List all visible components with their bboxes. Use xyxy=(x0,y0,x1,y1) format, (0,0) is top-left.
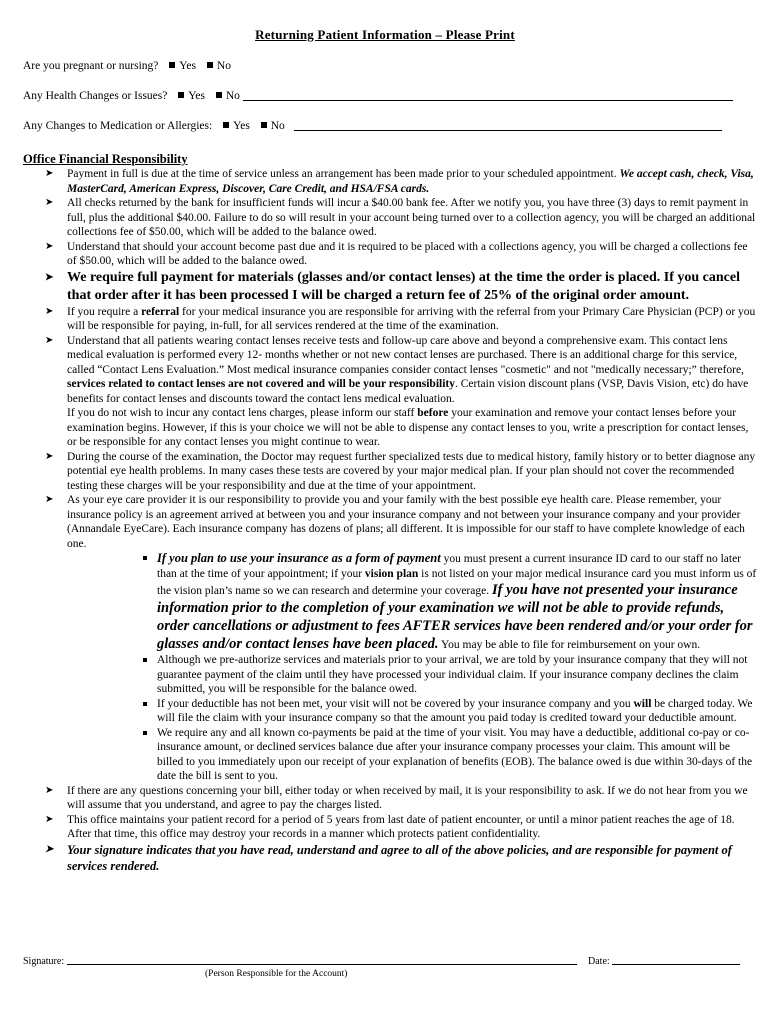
arrow-bullet-icon: ➤ xyxy=(45,240,54,252)
arrow-bullet-icon: ➤ xyxy=(45,813,54,825)
signature-caption: (Person Responsible for the Account) xyxy=(205,969,348,979)
no-label: No xyxy=(216,60,231,72)
question-label: Are you pregnant or nursing? xyxy=(23,60,159,72)
page-title: Returning Patient Information – Please Print xyxy=(255,27,515,42)
square-bullet-icon xyxy=(143,658,147,662)
date-label: Date: xyxy=(588,956,610,967)
question-medication xyxy=(23,119,722,134)
list-item: ➤ Your signature indicates that you have read, understand and agree to all of the above policies, and are responsible for payment of services rendered. xyxy=(45,842,732,873)
arrow-bullet-icon: ➤ xyxy=(45,494,54,505)
no-label: No xyxy=(225,90,240,102)
medication-details-line[interactable] xyxy=(294,119,722,131)
health-details-line[interactable] xyxy=(243,89,733,101)
question-label: Any Health Changes or Issues? xyxy=(23,90,168,102)
arrow-bullet-icon: ➤ xyxy=(45,450,54,462)
sub-list-item: If you plan to use your insurance as a form of payment you must present a current insurance ID card to our staff no later than at the time of your appointment; if your vision plan is not listed on your major medical insurance card you must inform us of the vision plan’s name so we can research and determine your coverage. If you have not presented your insurance information prior to the completion of your examination we will not be able to provide refunds, order cancellations or adjustment to fees AFTER services have been rendered and/or your order for glasses and/or contact lenses have been placed. You may be able to file for reimbursement on your own. xyxy=(123,551,757,653)
arrow-bullet-icon: ➤ xyxy=(45,168,54,179)
question-health xyxy=(23,89,733,104)
arrow-bullet-icon: ➤ xyxy=(45,334,54,346)
yes-checkbox[interactable] xyxy=(178,92,184,98)
list-item: ➤ If you require a referral for your medical insurance you are responsible for arriving with the referral from your Primary Care Physician (PCP) or you will be responsible for paying, in-full, for all services rendered at the time of the examination. xyxy=(45,305,756,332)
list-item: ➤ We require full payment for materials (glasses and/or contact lenses) at the time the order is placed. If you cancel that order after it has been processed I will be charged a return fee of 25% of the original order amount. xyxy=(45,269,740,303)
arrow-bullet-icon: ➤ xyxy=(45,271,54,283)
signature-label: Signature: xyxy=(23,956,65,967)
list-item: ➤ Understand that all patients wearing contact lenses receive tests and follow-up care above and beyond a comprehensive exam. This contact lens medical evaluation is performed every 12- months whether or not new contact lenses are purchased. There is an additional charge for this service, called “Contact Lens Evaluation.” Most medical insurance companies consider contact lenses "cosmetic" and not "medically necessary;” therefore, services related to contact lenses are not covered and will be your responsibility. Certain vision discount plans (VSP, Davis Vision, etc) do have benefits for contact lenses and discounts toward the contact lens medical evaluation. If you do not wish to incur any contact lens charges, please inform our staff before your examination and remove your contact lenses before your examination begins. However, if this is your choice we will not be able to dispense any contact lenses to you, write a prescription for contact lenses, or be responsible for any contact lenses you might continue to wear. xyxy=(45,334,749,448)
arrow-bullet-icon: ➤ xyxy=(45,305,54,317)
date-line[interactable] xyxy=(612,955,740,965)
no-checkbox[interactable] xyxy=(216,92,222,98)
question-label: Any Changes to Medication or Allergies: xyxy=(23,120,213,132)
question-pregnant xyxy=(23,59,231,74)
yes-label: Yes xyxy=(188,90,205,102)
list-item: ➤ During the course of the examination, the Doctor may request further specialized tests due to medical history, family history or to better diagnose any potential eye health problems. In many cases these tests are covered by your major medical plan. If your plan should not cover the recommended testing these charges will be your responsibility and due at the time of your appointment. xyxy=(45,450,756,492)
sub-list-item: We require any and all known co-payments be paid at the time of your visit. You may have a deductible, additional co-pay or co-insurance amount, or declined services balance due after your insurance company processes your claim. This amount will be billed to you immediately upon our receipt of your explanation of benefits (EOB). The balance owed is due within 30-days of the date the bill is sent to you. xyxy=(123,726,757,784)
yes-checkbox[interactable] xyxy=(223,122,229,128)
section-title: Office Financial Responsibility xyxy=(23,152,188,166)
list-item: ➤ Payment in full is due at the time of service unless an arrangement has been made prior to your scheduled appointment. We accept cash, check, Visa, MasterCard, American Express, Discover, Care Credit, and HSA/FSA cards. xyxy=(45,168,754,195)
yes-label: Yes xyxy=(179,60,197,72)
no-checkbox[interactable] xyxy=(207,62,213,68)
arrow-bullet-icon: ➤ xyxy=(45,843,54,855)
square-bullet-icon xyxy=(143,556,147,560)
list-item: ➤ Understand that should your account become past due and it is required to be placed with a collections agency, you will be charged a collections fee of $50.00, which will be added to the balance owed. xyxy=(45,240,748,267)
signature-line[interactable] xyxy=(67,955,577,965)
list-item: ➤ If there are any questions concerning your bill, either today or when received by mail, it is your responsibility to ask. If we do not hear from you we will assume that you understand, and agree to pay the charges listed. xyxy=(45,784,748,811)
square-bullet-icon xyxy=(143,702,147,706)
no-checkbox[interactable] xyxy=(261,122,267,128)
no-label: No xyxy=(270,120,285,132)
list-item: ➤ This office maintains your patient record for a period of 5 years from last date of patient encounter, or until a minor patient reaches the age of 18. After that time, this office may destroy your records in a manner which protects patient confidentiality. xyxy=(45,813,735,840)
yes-checkbox[interactable] xyxy=(169,62,175,68)
square-bullet-icon xyxy=(143,731,147,735)
yes-label: Yes xyxy=(233,120,250,132)
policy-list xyxy=(45,167,757,874)
arrow-bullet-icon: ➤ xyxy=(45,784,54,796)
sub-list-item: If your deductible has not been met, your visit will not be covered by your insurance company and you will be charged today. We will file the claim with your insurance company so that the amount you paid today is credited toward your deductible amount. xyxy=(123,697,757,726)
arrow-bullet-icon: ➤ xyxy=(45,197,54,208)
list-item: ➤ As your eye care provider it is our responsibility to provide you and your family with the best possible eye health care. Please remember, your insurance policy is an agreement arrived at between you and your insurance company and not between your insurance company and your provider (Annandale EyeCare). Each insurance company has dozens of plans; all different. It is impossible for our staff to have complete knowledge of each one. xyxy=(45,494,745,550)
list-item: ➤ All checks returned by the bank for insufficient funds will incur a $40.00 bank fee. After we notify you, you have three (3) days to remit payment in full, plus the additional $40.00. Failure to do so will result in your account being turned over to a collection agency, you will be charged an additional collections fee of $50.00, which will be added to the balance owed. xyxy=(45,197,756,238)
sub-list-item: Although we pre-authorize services and materials prior to your arrival, we are told by your insurance company that they will not guarantee payment of the claim until they have processed your individual claim. If your insurance company declines the claim submitted, you will be responsible for the balance owed. xyxy=(123,653,757,697)
date-row xyxy=(588,955,740,970)
